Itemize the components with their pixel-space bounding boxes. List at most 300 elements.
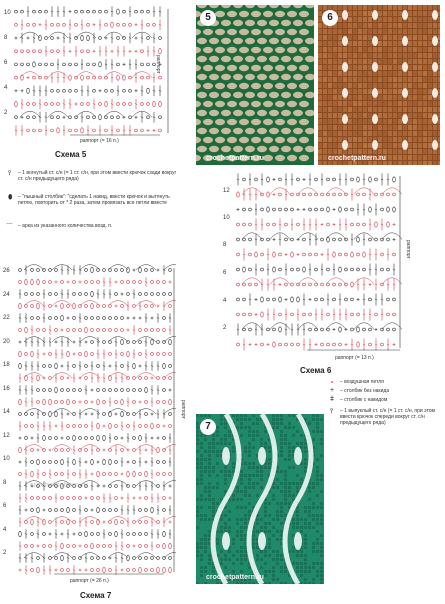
- chain-mark: [159, 116, 162, 119]
- stitch-texture: [300, 434, 303, 437]
- chain-mark: [61, 473, 64, 476]
- stitch-texture: [240, 418, 243, 421]
- stitch-texture: [312, 578, 315, 581]
- eyelet-hole: [432, 10, 438, 20]
- stitch-texture: [338, 11, 342, 16]
- chain-mark: [117, 23, 120, 26]
- stitch-texture: [196, 430, 199, 433]
- stitch-texture: [240, 534, 243, 537]
- stitch-texture: [353, 23, 357, 28]
- puff-mark: [37, 567, 40, 572]
- stitch-cluster: [197, 92, 207, 98]
- stitch-texture: [300, 582, 303, 584]
- stitch-texture: [363, 125, 367, 130]
- stitch-texture: [316, 514, 319, 517]
- stitch-texture: [288, 414, 291, 417]
- chain-mark: [237, 298, 240, 301]
- chain-mark: [303, 283, 306, 286]
- stitch-texture: [316, 506, 319, 509]
- stitch-texture: [408, 23, 412, 28]
- stitch-texture: [328, 95, 332, 100]
- stitch-cluster: [275, 29, 285, 35]
- stitch-texture: [323, 71, 327, 76]
- puff-mark: [297, 297, 300, 302]
- stitch-texture: [413, 17, 417, 22]
- chain-mark: [145, 425, 148, 428]
- stitch-texture: [353, 71, 357, 76]
- puff-mark: [73, 303, 76, 308]
- chain-mark: [31, 545, 34, 548]
- stitch-texture: [212, 438, 215, 441]
- chain-mark: [139, 557, 142, 560]
- chain-mark: [43, 281, 46, 284]
- stitch-texture: [408, 89, 412, 94]
- stitch-cluster: [269, 146, 279, 152]
- stitch-texture: [248, 462, 251, 465]
- puff-mark: [117, 75, 120, 80]
- chain-mark: [73, 509, 76, 512]
- stitch-texture: [333, 119, 337, 124]
- stitch-texture: [268, 542, 271, 545]
- stitch-texture: [280, 502, 283, 505]
- stitch-cluster: [257, 20, 267, 26]
- stitch-texture: [300, 526, 303, 529]
- chain-mark: [309, 208, 312, 211]
- chain-mark: [91, 533, 94, 536]
- stitch-texture: [383, 89, 387, 94]
- stitch-texture: [208, 470, 211, 473]
- chain-mark: [109, 473, 112, 476]
- double-crochet-icon: ǂ: [330, 396, 335, 403]
- stitch-texture: [236, 518, 239, 521]
- arch-mark: [270, 188, 290, 195]
- stitch-texture: [393, 29, 397, 34]
- stitch-texture: [204, 542, 207, 545]
- schema6-row-12: 12: [223, 188, 230, 194]
- stitch-texture: [304, 450, 307, 453]
- chain-mark: [157, 341, 160, 344]
- stitch-texture: [216, 482, 219, 485]
- chain-mark: [133, 569, 136, 572]
- stitch-texture: [428, 155, 432, 160]
- stitch-cluster: [203, 83, 213, 89]
- stitch-texture: [388, 137, 392, 142]
- stitch-texture: [383, 11, 387, 16]
- chain-mark: [169, 557, 172, 560]
- stitch-texture: [378, 95, 382, 100]
- stitch-texture: [248, 446, 251, 449]
- schema-5-chart: [10, 5, 170, 143]
- stitch-texture: [413, 29, 417, 34]
- photo7-watermark: crochetpattern.ru: [206, 574, 264, 581]
- schema7-row-8: 8: [3, 479, 7, 486]
- stitch-texture: [348, 83, 352, 88]
- stitch-texture: [348, 23, 352, 28]
- stitch-texture: [413, 95, 417, 100]
- stitch-texture: [212, 506, 215, 509]
- stitch-texture: [353, 149, 357, 154]
- stitch-texture: [438, 161, 440, 165]
- chain-mark: [169, 269, 172, 272]
- leaf-opening: [294, 532, 302, 550]
- chain-mark: [115, 317, 118, 320]
- stitch-texture: [292, 546, 295, 549]
- stitch-texture: [204, 518, 207, 521]
- stitch-cluster: [263, 11, 273, 17]
- stitch-cluster: [293, 56, 303, 62]
- stitch-texture: [284, 482, 287, 485]
- stitch-cluster: [245, 110, 255, 116]
- stitch-texture: [320, 430, 323, 433]
- stitch-cluster: [251, 101, 261, 107]
- stitch-texture: [296, 570, 299, 573]
- stitch-texture: [388, 95, 392, 100]
- stitch-texture: [333, 59, 337, 64]
- stitch-texture: [413, 41, 417, 46]
- stitch-texture: [418, 149, 422, 154]
- stitch-texture: [423, 131, 427, 136]
- chain-mark: [79, 293, 82, 296]
- chain-mark: [63, 23, 66, 26]
- stitch-texture: [304, 554, 307, 557]
- stitch-texture: [196, 554, 199, 557]
- stitch-texture: [256, 546, 259, 549]
- chain-mark: [31, 293, 34, 296]
- stitch-texture: [264, 562, 267, 565]
- stitch-cluster: [233, 20, 243, 26]
- puff-mark: [49, 411, 52, 416]
- stitch-texture: [316, 518, 319, 521]
- stitch-cluster: [287, 137, 297, 143]
- stitch-texture: [433, 53, 437, 58]
- stitch-texture: [296, 482, 299, 485]
- stitch-texture: [272, 486, 275, 489]
- puff-mark: [25, 279, 28, 284]
- chain-mark: [31, 413, 34, 416]
- stitch-texture: [252, 538, 255, 541]
- front-post-icon: ⫯: [330, 408, 334, 415]
- stitch-cluster: [233, 110, 243, 116]
- chain-mark: [375, 193, 378, 196]
- stitch-texture: [433, 101, 437, 106]
- stitch-texture: [260, 558, 263, 561]
- stitch-texture: [292, 426, 295, 429]
- stitch-texture: [292, 494, 295, 497]
- stitch-texture: [300, 478, 303, 481]
- chain-mark: [291, 268, 294, 271]
- stitch-cluster: [203, 119, 213, 125]
- stitch-cluster: [281, 56, 291, 62]
- arch-mark: [24, 553, 44, 558]
- chain-mark: [73, 281, 76, 284]
- stitch-texture: [244, 518, 247, 521]
- stitch-texture: [333, 41, 337, 46]
- stitch-texture: [343, 77, 347, 82]
- stitch-texture: [338, 47, 342, 52]
- chain-mark: [97, 569, 100, 572]
- stitch-texture: [418, 35, 422, 40]
- stitch-texture: [353, 95, 357, 100]
- stitch-texture: [398, 29, 402, 34]
- chain-mark: [169, 425, 172, 428]
- stitch-cluster: [275, 137, 285, 143]
- chain-mark: [97, 329, 100, 332]
- chain-mark: [345, 253, 348, 256]
- chain-mark: [387, 328, 390, 331]
- puff-mark: [85, 531, 88, 536]
- chain-mark: [151, 353, 154, 356]
- puff-mark: [327, 237, 330, 242]
- stitch-texture: [348, 95, 352, 100]
- stitch-texture: [296, 490, 299, 493]
- chain-mark: [279, 268, 282, 271]
- chain-mark: [133, 557, 136, 560]
- puff-mark: [127, 471, 130, 476]
- stitch-texture: [232, 562, 235, 565]
- chain-mark: [109, 569, 112, 572]
- stitch-texture: [353, 5, 357, 10]
- stitch-cluster: [299, 11, 309, 17]
- chain-mark: [321, 208, 324, 211]
- stitch-cluster: [269, 20, 279, 26]
- stitch-texture: [428, 53, 432, 58]
- stitch-texture: [333, 143, 337, 148]
- chain-mark: [285, 343, 288, 346]
- stitch-texture: [398, 77, 402, 82]
- chain-mark: [81, 10, 84, 13]
- stitch-texture: [320, 574, 323, 577]
- chain-mark: [147, 103, 150, 106]
- stitch-texture: [280, 558, 283, 561]
- stitch-texture: [388, 143, 392, 148]
- chain-mark: [133, 413, 136, 416]
- chain-mark: [85, 269, 88, 272]
- puff-mark: [157, 567, 160, 572]
- chain-mark: [91, 317, 94, 320]
- chain-mark: [49, 545, 52, 548]
- puff-mark: [31, 519, 34, 524]
- stitch-texture: [418, 113, 422, 118]
- stitch-texture: [428, 65, 432, 70]
- chain-mark: [25, 437, 28, 440]
- stitch-texture: [244, 494, 247, 497]
- chain-mark: [393, 193, 396, 196]
- stitch-texture: [312, 518, 315, 521]
- chain-mark: [151, 293, 154, 296]
- chain-mark: [169, 473, 172, 476]
- stitch-texture: [373, 47, 377, 52]
- stitch-texture: [428, 83, 432, 88]
- stitch-texture: [308, 510, 311, 513]
- stitch-texture: [204, 466, 207, 469]
- stitch-texture: [284, 490, 287, 493]
- puff-mark: [151, 423, 154, 428]
- stitch-texture: [196, 442, 199, 445]
- stitch-texture: [328, 35, 332, 40]
- chain-mark: [133, 341, 136, 344]
- stitch-texture: [312, 502, 315, 505]
- puff-mark: [163, 567, 166, 572]
- chain-mark: [75, 89, 78, 92]
- stitch-texture: [348, 101, 352, 106]
- stitch-texture: [353, 17, 357, 22]
- stitch-texture: [204, 566, 207, 569]
- stitch-texture: [348, 11, 352, 16]
- chain-mark: [141, 50, 144, 53]
- stitch-texture: [388, 53, 392, 58]
- chain-mark: [85, 545, 88, 548]
- stitch-texture: [316, 482, 319, 485]
- puff-mark: [19, 351, 22, 356]
- stitch-texture: [393, 113, 397, 118]
- chain-mark: [27, 63, 30, 66]
- stitch-texture: [388, 161, 392, 165]
- puff-mark: [133, 471, 136, 476]
- chain-mark: [151, 305, 154, 308]
- stitch-texture: [264, 442, 267, 445]
- stitch-texture: [228, 442, 231, 445]
- stitch-texture: [348, 35, 352, 40]
- chain-mark: [103, 545, 106, 548]
- chain-mark: [31, 497, 34, 500]
- stitch-texture: [388, 17, 392, 22]
- stitch-texture: [252, 486, 255, 489]
- chain-mark: [55, 557, 58, 560]
- chain-mark: [387, 268, 390, 271]
- chain-mark: [49, 305, 52, 308]
- puff-mark: [19, 399, 22, 404]
- puff-mark: [73, 435, 76, 440]
- stitch-texture: [276, 426, 279, 429]
- stitch-texture: [413, 71, 417, 76]
- chain-mark: [145, 509, 148, 512]
- stitch-texture: [413, 113, 417, 118]
- stitch-texture: [228, 526, 231, 529]
- stitch-cluster: [215, 47, 225, 53]
- chain-mark: [153, 23, 156, 26]
- chain-mark: [333, 178, 336, 181]
- stitch-texture: [328, 41, 332, 46]
- chain-mark: [237, 313, 240, 316]
- chain-mark: [279, 343, 282, 346]
- stitch-texture: [353, 59, 357, 64]
- stitch-texture: [280, 446, 283, 449]
- puff-mark: [237, 192, 240, 197]
- stitch-texture: [256, 518, 259, 521]
- stitch-texture: [338, 95, 342, 100]
- stitch-cluster: [203, 137, 213, 143]
- stitch-texture: [383, 5, 387, 10]
- eyelet-hole: [402, 88, 408, 98]
- stitch-texture: [200, 518, 203, 521]
- stitch-texture: [304, 522, 307, 525]
- chain-mark: [87, 116, 90, 119]
- chain-mark: [43, 473, 46, 476]
- stitch-cluster: [197, 38, 207, 44]
- stitch-texture: [383, 77, 387, 82]
- stitch-texture: [264, 506, 267, 509]
- arch-mark: [242, 188, 262, 195]
- stitch-texture: [224, 482, 227, 485]
- chain-mark: [151, 269, 154, 272]
- stitch-texture: [358, 47, 362, 52]
- stitch-texture: [358, 53, 362, 58]
- puff-mark: [145, 387, 148, 392]
- stitch-texture: [383, 125, 387, 130]
- puff-mark: [61, 459, 64, 464]
- chain-mark: [61, 281, 64, 284]
- long-stitch-icon: ⫯: [8, 170, 12, 177]
- stitch-texture: [353, 107, 357, 112]
- stitch-cluster: [287, 155, 297, 161]
- stitch-cluster: [215, 29, 225, 35]
- stitch-texture: [328, 143, 332, 148]
- puff-mark: [109, 423, 112, 428]
- chain-mark: [43, 389, 46, 392]
- stitch-texture: [373, 107, 377, 112]
- chain-mark: [63, 63, 66, 66]
- arch-mark: [20, 111, 40, 117]
- puff-mark: [91, 459, 94, 464]
- stitch-texture: [272, 426, 275, 429]
- chain-mark: [123, 103, 126, 106]
- stitch-texture: [318, 161, 322, 165]
- chain-mark: [103, 413, 106, 416]
- puff-mark: [151, 339, 154, 344]
- stitch-texture: [308, 566, 311, 569]
- stitch-texture: [318, 77, 322, 82]
- legend-right-item-4: – 1 выпуклый ст. с/н (= 1 ст. с/н, при этом ввести крючок спереди вокруг ст. с/н предыдущего ряда): [340, 408, 435, 426]
- stitch-cluster: [203, 47, 213, 53]
- stitch-texture: [368, 149, 372, 154]
- arch-mark: [382, 233, 402, 240]
- stitch-texture: [338, 29, 342, 34]
- stitch-texture: [308, 490, 311, 493]
- chain-mark: [85, 437, 88, 440]
- stitch-cluster: [281, 110, 291, 116]
- arch-mark: [104, 32, 124, 38]
- chain-mark: [115, 485, 118, 488]
- stitch-texture: [363, 149, 367, 154]
- stitch-texture: [224, 426, 227, 429]
- stitch-texture: [393, 107, 397, 112]
- stitch-texture: [328, 47, 332, 52]
- chain-mark: [85, 317, 88, 320]
- stitch-texture: [196, 582, 199, 584]
- stitch-texture: [398, 65, 402, 70]
- stitch-cluster: [269, 56, 279, 62]
- stitch-cluster: [293, 20, 303, 26]
- stitch-texture: [196, 498, 199, 501]
- stitch-texture: [343, 131, 347, 136]
- stitch-texture: [264, 446, 267, 449]
- chain-mark: [31, 425, 34, 428]
- puff-mark: [139, 567, 142, 572]
- stitch-cluster: [221, 128, 231, 134]
- chain-mark: [139, 521, 142, 524]
- stitch-texture: [224, 434, 227, 437]
- stitch-texture: [368, 137, 372, 142]
- stitch-texture: [304, 538, 307, 541]
- chain-mark: [159, 37, 162, 40]
- stitch-texture: [320, 514, 323, 517]
- stitch-texture: [212, 502, 215, 505]
- stitch-texture: [393, 101, 397, 106]
- stitch-cluster: [275, 101, 285, 107]
- stitch-texture: [388, 113, 392, 118]
- eyelet-hole: [432, 140, 438, 150]
- chain-mark: [363, 193, 366, 196]
